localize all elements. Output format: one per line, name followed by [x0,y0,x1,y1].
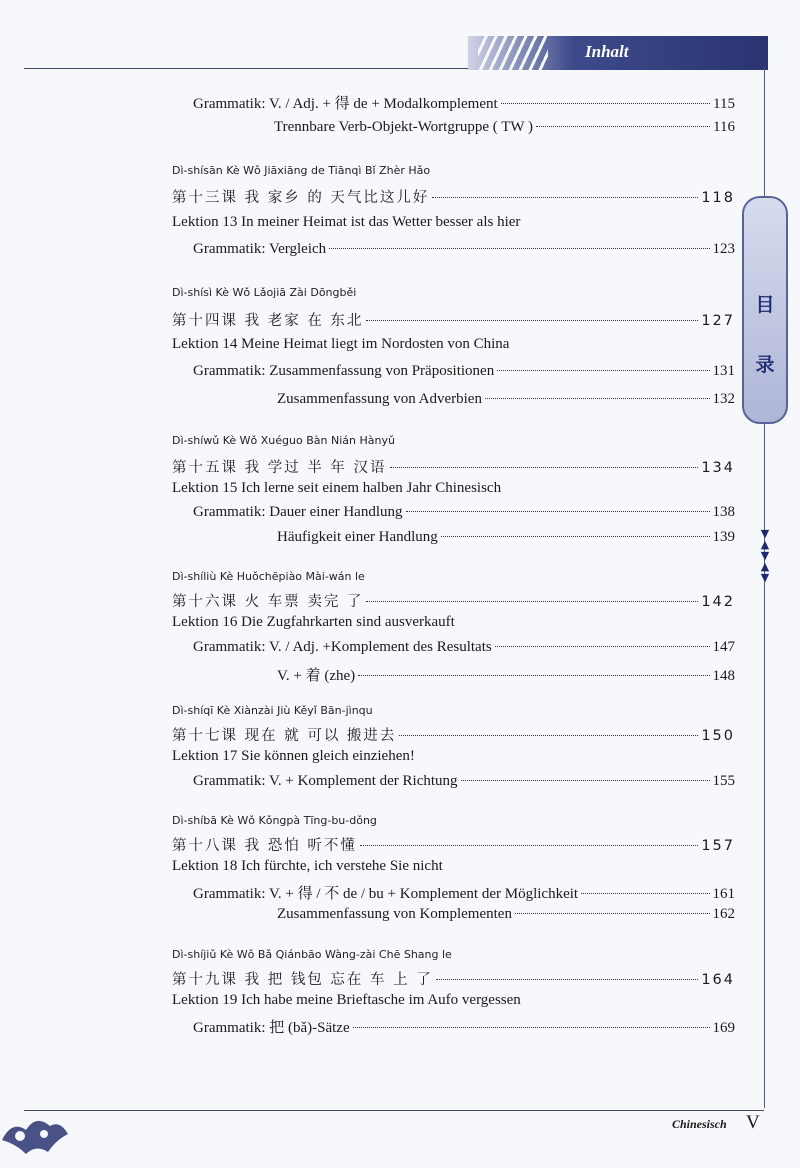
lesson-pinyin: Dì-shíliù Kè Huǒchēpiào Mài-wán le [172,570,365,583]
toc-entry[interactable]: Grammatik: V. + 得 / 不 de / bu + Komplement der Möglichkeit 161 [193,886,735,902]
toc-entry[interactable]: V. + 着 (zhe) 148 [277,668,735,684]
chevron-down-icon: ▼ ▲ ▼ ▲ ▼ [760,527,770,584]
toc-entry[interactable]: Zusammenfassung von Komplementen 162 [277,906,735,922]
lesson-pinyin: Dì-shísì Kè Wǒ Lǎojiā Zài Dōngběi [172,286,357,299]
lesson-pinyin: Dì-shísān Kè Wǒ Jiāxiāng de Tiānqì Bǐ Zhèr Hǎo [172,164,431,177]
side-index-tab[interactable] [742,196,788,424]
lesson-title: Lektion 15 Ich lerne seit einem halben Jahr Chinesisch [172,480,502,496]
ornament-icon [0,1100,72,1160]
toc-entry[interactable]: Trennbare Verb-Objekt-Wortgruppe ( TW ) 116 [274,119,735,135]
lesson-pinyin: Dì-shíbā Kè Wǒ Kǒngpà Tīng-bu-dǒng [172,814,377,827]
lesson-title: Lektion 17 Sie können gleich einziehen! [172,748,415,764]
section-title: Inhalt [585,42,629,61]
toc-entry[interactable]: 第十六课 火 车票 卖完 了 142 [172,594,735,610]
toc-entry[interactable]: Grammatik: Zusammenfassung von Präpositionen 131 [193,363,735,379]
toc-entry[interactable]: Grammatik: V. + Komplement der Richtung 155 [193,773,735,789]
toc-entry[interactable]: Grammatik: 把 (bǎ)-Sätze 169 [193,1020,735,1036]
toc-entry[interactable]: Grammatik: V. / Adj. +Komplement des Resultats 147 [193,639,735,655]
side-tab-char-1: 目 [755,294,775,316]
lesson-title: Lektion 14 Meine Heimat liegt im Nordosten von China [172,336,510,352]
page-number: V [746,1112,760,1133]
toc-entry[interactable]: Grammatik: Vergleich 123 [193,241,735,257]
lesson-title: Lektion 16 Die Zugfahrkarten sind ausverkauft [172,614,455,630]
toc-entry[interactable]: 第十四课 我 老家 在 东北 127 [172,313,735,329]
header-stripes [478,36,548,70]
footer-rule [24,1110,764,1111]
lesson-pinyin: Dì-shíqī Kè Xiànzài Jiù Kěyǐ Bān-jìnqu [172,704,373,717]
lesson-title: Lektion 18 Ich fürchte, ich verstehe Sie nicht [172,858,443,874]
toc-entry[interactable]: 第十七课 现在 就 可以 搬进去 150 [172,728,735,744]
toc-entry[interactable]: Häufigkeit einer Handlung 139 [277,529,735,545]
toc-entry[interactable]: 第十三课 我 家乡 的 天气比这儿好 118 [172,190,735,206]
lesson-pinyin: Dì-shíwǔ Kè Wǒ Xuéguo Bàn Nián Hànyǔ [172,434,395,447]
toc-entry[interactable]: Grammatik: V. / Adj. + 得 de + Modalkomplement 115 [193,96,735,112]
toc-entry[interactable]: 第十五课 我 学过 半 年 汉语 134 [172,460,735,476]
lesson-pinyin: Dì-shíjiǔ Kè Wǒ Bǎ Qiánbāo Wàng-zài Chē Shang le [172,948,452,961]
toc-entry[interactable]: Grammatik: Dauer einer Handlung 138 [193,504,735,520]
lesson-title: Lektion 13 In meiner Heimat ist das Wetter besser als hier [172,214,521,230]
toc-entry[interactable]: 第十九课 我 把 钱包 忘在 车 上 了 164 [172,972,735,988]
lesson-title: Lektion 19 Ich habe meine Brieftasche im Aufo vergessen [172,992,521,1008]
toc-entry[interactable]: 第十八课 我 恐怕 听不懂 157 [172,838,735,854]
side-tab-char-2: 录 [755,354,775,376]
toc-entry[interactable]: Zusammenfassung von Adverbien 132 [277,391,735,407]
footer-label: Chinesisch [672,1117,727,1131]
